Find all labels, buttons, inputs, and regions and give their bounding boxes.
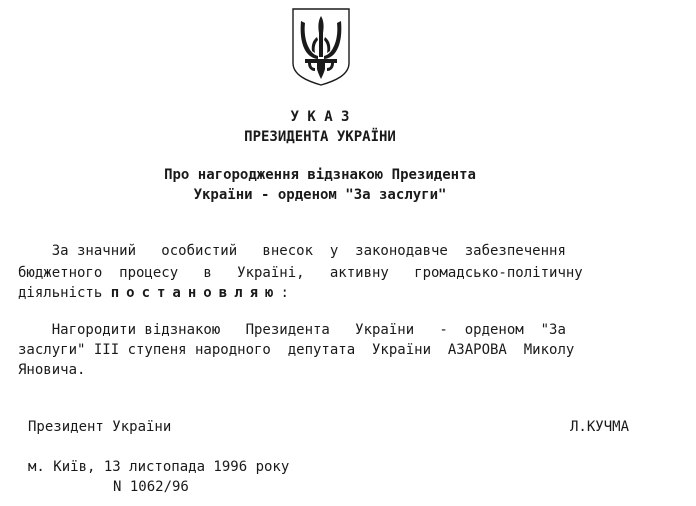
decree-number: N 1062/96	[113, 479, 189, 495]
paragraph2-line1: Нагородити відзнакою Президента України - орденом "За	[18, 322, 566, 338]
decree-keyword: постановляю	[110, 285, 281, 301]
decree-title: У К А З	[290, 109, 350, 125]
signature-name: Л.КУЧМА	[570, 419, 630, 435]
paragraph1-suffix: :	[280, 285, 289, 301]
paragraph1-line1: За значний особистий внесок у законодавче забезпечення	[18, 243, 566, 259]
decree-heading-line1: Про нагородження відзнакою Президента	[164, 167, 476, 183]
tryzub-icon	[291, 7, 351, 87]
decree-place-date: м. Київ, 13 листопада 1996 року	[28, 459, 290, 475]
paragraph1-line2: бюджетного процесу в Україні, активну громадсько-політичну	[18, 265, 583, 281]
paragraph1-line3	[18, 283, 289, 303]
paragraph2-line2: заслуги" III ступеня народного депутата України АЗАРОВА Миколу	[18, 342, 575, 358]
paragraph1-prefix: діяльність	[18, 285, 111, 301]
signature-position: Президент України	[28, 419, 172, 435]
paragraph2-line3: Яновича.	[18, 362, 86, 378]
decree-issuer: ПРЕЗИДЕНТА УКРАЇНИ	[244, 129, 396, 145]
decree-heading-line2: України - орденом "За заслуги"	[193, 187, 447, 203]
